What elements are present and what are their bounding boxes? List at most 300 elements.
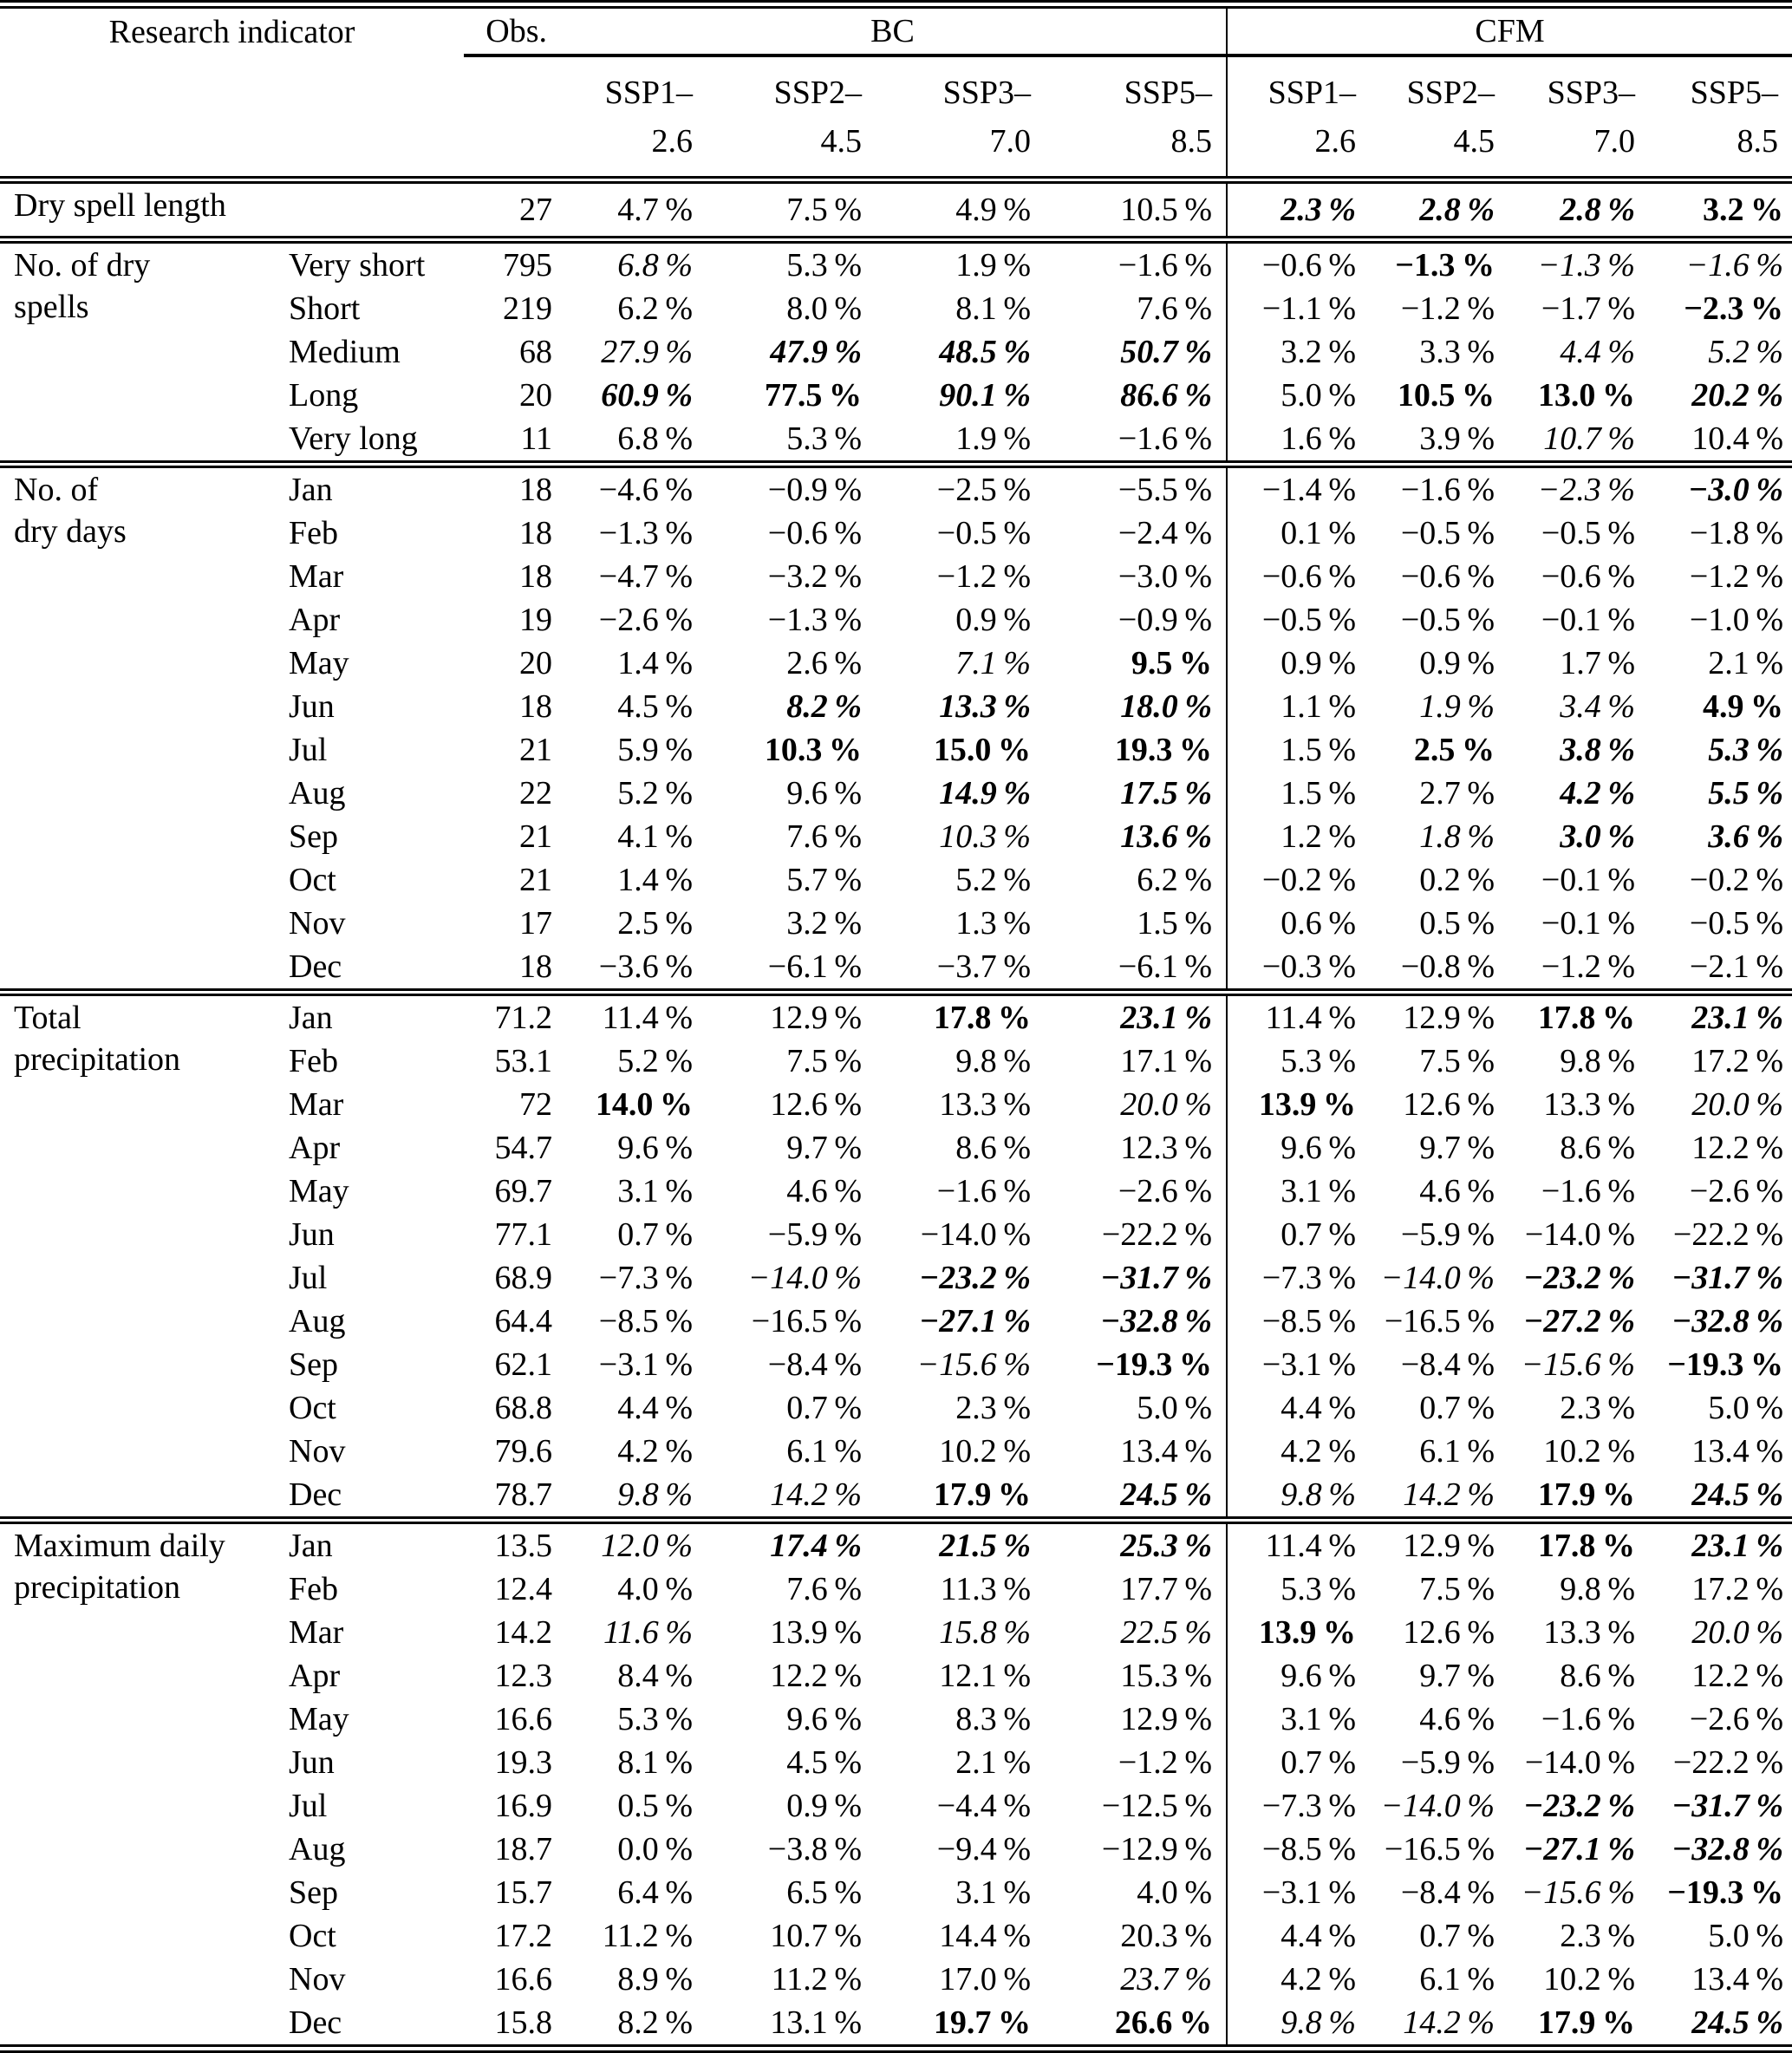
cfm-value: −3.1 %: [1227, 1871, 1370, 1914]
bc-value: 2.1 %: [955, 1744, 1031, 1781]
cfm-value: 10.2 %: [1543, 1961, 1636, 1998]
bc-value: 22.5 %: [1120, 1614, 1213, 1651]
cfm-value: 9.8 %: [1560, 1571, 1636, 1607]
bc-value: 8.4 %: [617, 1658, 693, 1694]
row-sublabel: Apr: [289, 602, 341, 638]
obs-value: 71.2: [464, 993, 559, 1040]
table-row: [0, 240, 1792, 288]
cfm-value: 3.1 %: [1227, 1698, 1370, 1741]
cfm-value: −1.7 %: [1541, 290, 1636, 327]
bc-value: 17.4 %: [707, 1521, 876, 1568]
bc-value: −1.6 %: [1118, 420, 1213, 457]
bc-value: 19.3 %: [1114, 732, 1213, 768]
cfm-value: 2.8 %: [1560, 192, 1636, 228]
cfm-value: 3.1 %: [1227, 1170, 1370, 1213]
cfm-value: −32.8 %: [1671, 1831, 1784, 1867]
cfm-value: −7.3 %: [1227, 1784, 1370, 1828]
cfm-value: 3.0 %: [1560, 818, 1636, 855]
cfm-value: 13.4 %: [1691, 1433, 1784, 1470]
bc-value: 5.3 %: [786, 420, 862, 457]
bc-value: 26.6 %: [1114, 2004, 1213, 2041]
row-sublabel: Jan: [282, 1521, 464, 1568]
bc-value: −8.4 %: [767, 1346, 862, 1383]
bc-value: 0.7 %: [617, 1216, 693, 1253]
obs-value: 18: [519, 688, 552, 725]
bc-value: 6.4 %: [617, 1874, 693, 1911]
bc-value: −7.3 %: [598, 1260, 693, 1296]
bc-value: −12.5 %: [1101, 1788, 1213, 1824]
bc-value: 4.5 %: [617, 688, 693, 725]
cfm-value: −3.1 %: [1227, 1343, 1370, 1386]
cfm-value: −1.3 %: [1509, 240, 1649, 288]
bc-value: 24.5 %: [1120, 1476, 1213, 1513]
row-sublabel: Aug: [289, 1303, 346, 1339]
bc-value: 25.3 %: [1045, 1521, 1227, 1568]
bc-value: 9.8 %: [617, 1476, 693, 1513]
bc-value: −4.4 %: [936, 1788, 1031, 1824]
cfm-value: −2.6 %: [1689, 1173, 1784, 1209]
bc-value: −0.9 %: [707, 465, 876, 512]
row-sublabel: Apr: [289, 1130, 341, 1166]
cfm-value: 1.8 %: [1419, 818, 1496, 855]
bc-value: 19.7 %: [933, 2004, 1031, 2041]
obs-value: 16.6: [494, 1701, 552, 1737]
bc-value: 13.3 %: [939, 688, 1031, 725]
cfm-value: −16.5 %: [1384, 1831, 1496, 1867]
bc-value: 9.6 %: [617, 1130, 693, 1166]
obs-value: 15.8: [494, 2004, 552, 2041]
cfm-value: 14.2 %: [1403, 2004, 1496, 2041]
bc-value: 14.0 %: [595, 1086, 693, 1123]
obs-value: 68.9: [494, 1260, 552, 1296]
cfm-value: 20.0 %: [1691, 1086, 1784, 1123]
bc-value: 13.4 %: [1120, 1433, 1213, 1470]
bc-value: 4.5 %: [786, 1744, 862, 1781]
cfm-value: −32.8 %: [1671, 1303, 1784, 1339]
cfm-value: 17.8 %: [1509, 993, 1649, 1040]
cfm-value: −0.6 %: [1227, 555, 1370, 598]
cfm-value: 9.7 %: [1419, 1130, 1496, 1166]
bc-value: 90.1 %: [939, 377, 1031, 414]
bc-value: 6.8 %: [617, 420, 693, 457]
obs-value: 18: [519, 948, 552, 985]
cfm-value: 3.9 %: [1419, 420, 1496, 457]
row-sublabel: Oct: [289, 862, 336, 898]
row-sublabel: Sep: [289, 1874, 338, 1911]
bc-value: 7.5 %: [786, 192, 862, 228]
cfm-value: −22.2 %: [1672, 1744, 1784, 1781]
obs-value: 17: [519, 905, 552, 942]
bc-value: 60.9 %: [601, 377, 693, 414]
table-row: [0, 180, 1792, 240]
bc-value: −9.4 %: [936, 1831, 1031, 1867]
obs-value: 11: [520, 420, 552, 457]
cfm-value: 4.2 %: [1560, 775, 1636, 811]
cfm-value: 2.5 %: [1413, 732, 1496, 768]
bc-value: 6.8 %: [559, 240, 707, 288]
bc-value: 7.6 %: [786, 818, 862, 855]
bc-value: 7.6 %: [786, 1571, 862, 1607]
cfm-value: −15.6 %: [1521, 1346, 1636, 1383]
cfm-value: 13.3 %: [1543, 1614, 1636, 1651]
bc-value: 7.5 %: [786, 1043, 862, 1079]
bc-value: 17.8 %: [876, 993, 1045, 1040]
bc-value: 8.1 %: [617, 1744, 693, 1781]
section-label-line: precipitation: [14, 1569, 181, 1606]
bc-value: −1.2 %: [1118, 1744, 1213, 1781]
bc-value: −2.4 %: [1118, 515, 1213, 551]
cfm-value: 5.3 %: [1708, 732, 1784, 768]
bc-value: 14.4 %: [939, 1918, 1031, 1954]
cfm-value: 13.3 %: [1543, 1086, 1636, 1123]
cfm-ssp2-header: SSP2– 4.5: [1370, 55, 1509, 180]
cfm-value: 3.3 %: [1419, 334, 1496, 370]
bc-value: 21.5 %: [876, 1521, 1045, 1568]
bc-value: −23.2 %: [919, 1260, 1031, 1296]
cfm-value: −0.1 %: [1541, 862, 1636, 898]
cfm-value: 12.9 %: [1370, 993, 1509, 1040]
cfm-value: −27.1 %: [1523, 1831, 1636, 1867]
bc-value: −14.0 %: [747, 1260, 862, 1296]
obs-value: 69.7: [494, 1173, 552, 1209]
cfm-value: 12.6 %: [1403, 1086, 1496, 1123]
cfm-value: −5.9 %: [1400, 1744, 1496, 1781]
bc-value: −2.5 %: [876, 465, 1045, 512]
row-sublabel: Oct: [289, 1918, 336, 1954]
cfm-value: 17.9 %: [1537, 1476, 1636, 1513]
bc-value: 1.3 %: [955, 905, 1031, 942]
cfm-value: −0.5 %: [1400, 515, 1496, 551]
obs-value: 54.7: [494, 1130, 552, 1166]
cfm-value: 4.4 %: [1227, 1914, 1370, 1958]
bc-value: −6.1 %: [1118, 948, 1213, 985]
bc-value: −3.2 %: [767, 558, 862, 595]
bc-value: 18.0 %: [1120, 688, 1213, 725]
bc-value: 0.9 %: [786, 1788, 862, 1824]
obs-value: 16.6: [494, 1961, 552, 1998]
cfm-value: −0.5 %: [1541, 515, 1636, 551]
cfm-value: −5.9 %: [1400, 1216, 1496, 1253]
cfm-value: 17.2 %: [1691, 1571, 1784, 1607]
cfm-value: 4.6 %: [1419, 1701, 1496, 1737]
cfm-value: 20.2 %: [1691, 377, 1784, 414]
cfm-value: 9.6 %: [1227, 1654, 1370, 1698]
bc-value: 10.3 %: [764, 732, 862, 768]
obs-value: 14.2: [494, 1614, 552, 1651]
row-sublabel: Sep: [289, 1346, 338, 1383]
bc-value: 4.2 %: [617, 1433, 693, 1470]
cfm-value: 2.3 %: [1560, 1390, 1636, 1426]
bc-value: 17.1 %: [1120, 1043, 1213, 1079]
cfm-value: −2.1 %: [1689, 948, 1784, 985]
obs-value: 68.8: [494, 1390, 552, 1426]
obs-value: 18: [519, 558, 552, 595]
cfm-value: 10.2 %: [1543, 1433, 1636, 1470]
cfm-value: −1.0 %: [1689, 602, 1784, 638]
cfm-value: 11.4 %: [1227, 1521, 1370, 1568]
cfm-value: 1.2 %: [1227, 815, 1370, 858]
bc-value: 3.2 %: [786, 905, 862, 942]
bc-value: 6.2 %: [617, 290, 693, 327]
section-label-line: dry days: [14, 513, 127, 550]
bc-value: 9.7 %: [786, 1130, 862, 1166]
cfm-value: 2.3 %: [1560, 1918, 1636, 1954]
bc-value: 11.2 %: [771, 1961, 862, 1998]
bc-value: 11.2 %: [602, 1918, 693, 1954]
cfm-value: 17.8 %: [1509, 1521, 1649, 1568]
obs-value: 17.2: [494, 1918, 552, 1954]
bc-value: 8.1 %: [955, 290, 1031, 327]
obs-value: 64.4: [494, 1303, 552, 1339]
cfm-value: 4.4 %: [1560, 334, 1636, 370]
bc-value: 15.3 %: [1120, 1658, 1213, 1694]
bc-value: 5.2 %: [617, 775, 693, 811]
cfm-value: 23.1 %: [1649, 993, 1792, 1040]
section-label-line: Dry spell length: [14, 187, 226, 224]
cfm-value: 6.1 %: [1419, 1433, 1496, 1470]
cfm-value: 12.2 %: [1691, 1130, 1784, 1166]
bc-value: −32.8 %: [1100, 1303, 1213, 1339]
bc-value: −4.6 %: [559, 465, 707, 512]
row-sublabel: Nov: [289, 1433, 346, 1470]
bc-value: 8.3 %: [955, 1701, 1031, 1737]
cfm-value: 17.2 %: [1691, 1043, 1784, 1079]
bc-value: 20.3 %: [1120, 1918, 1213, 1954]
cfm-value: −0.1 %: [1541, 905, 1636, 942]
bc-value: 15.8 %: [939, 1614, 1031, 1651]
bc-ssp5-header: SSP5– 8.5: [1045, 55, 1227, 180]
bc-value: 12.6 %: [770, 1086, 862, 1123]
cfm-value: −1.6 %: [1541, 1173, 1636, 1209]
bc-value: −14.0 %: [920, 1216, 1031, 1253]
bc-value: 47.9 %: [770, 334, 862, 370]
bc-value: 17.9 %: [933, 1476, 1031, 1513]
bc-value: 15.0 %: [933, 732, 1031, 768]
obs-value: 27: [519, 192, 552, 228]
cfm-value: 2.1 %: [1708, 645, 1784, 681]
row-sublabel: Very long: [289, 420, 418, 457]
bc-value: −1.6 %: [936, 1173, 1031, 1209]
row-sublabel: Jan: [282, 465, 464, 512]
row-sublabel: Feb: [289, 1571, 338, 1607]
bc-value: 12.0 %: [559, 1521, 707, 1568]
cfm-value: 13.4 %: [1691, 1961, 1784, 1998]
row-sublabel: Mar: [289, 1086, 344, 1123]
bc-value: −16.5 %: [751, 1303, 862, 1339]
cfm-value: −14.0 %: [1380, 1788, 1496, 1824]
bc-value: 13.9 %: [770, 1614, 862, 1651]
bc-value: −19.3 %: [1096, 1346, 1213, 1383]
bc-value: 6.5 %: [786, 1874, 862, 1911]
section-label: [0, 465, 282, 993]
bc-value: 13.1 %: [770, 2004, 862, 2041]
bc-value: 1.4 %: [617, 862, 693, 898]
cfm-value: 8.6 %: [1560, 1130, 1636, 1166]
bc-value: 1.9 %: [955, 420, 1031, 457]
cfm-value: −3.0 %: [1649, 465, 1792, 512]
cfm-value: −23.2 %: [1523, 1788, 1636, 1824]
cfm-value: −8.4 %: [1400, 1874, 1496, 1911]
cfm-value: −0.2 %: [1689, 862, 1784, 898]
row-sublabel: Jun: [289, 1216, 335, 1253]
cfm-value: 3.6 %: [1708, 818, 1784, 855]
bc-ssp1-header: SSP1– 2.6: [559, 55, 707, 180]
cfm-value: 5.3 %: [1227, 1040, 1370, 1083]
bc-value: 23.1 %: [1045, 993, 1227, 1040]
row-sublabel: Sep: [289, 818, 338, 855]
obs-value: 18: [519, 515, 552, 551]
obs-value: 15.7: [494, 1874, 552, 1911]
cfm-value: 1.5 %: [1227, 728, 1370, 772]
row-sublabel: Long: [289, 377, 359, 414]
bc-ssp3-header: SSP3– 7.0: [876, 55, 1045, 180]
bc-value: 10.7 %: [770, 1918, 862, 1954]
bc-value: 5.2 %: [955, 862, 1031, 898]
row-sublabel: Short: [289, 290, 361, 327]
obs-value: 21: [519, 862, 552, 898]
section-label: [0, 240, 282, 465]
bc-value: −1.6 %: [1045, 240, 1227, 288]
cfm-value: 1.9 %: [1419, 688, 1496, 725]
obs-column-header: Obs.: [464, 4, 559, 55]
obs-value: 21: [519, 818, 552, 855]
cfm-value: −14.0 %: [1524, 1216, 1636, 1253]
table-row: [0, 993, 1792, 1040]
bc-value: 11.4 %: [559, 993, 707, 1040]
bc-value: −22.2 %: [1101, 1216, 1213, 1253]
table-body: [0, 180, 1792, 2050]
cfm-value: −19.3 %: [1667, 1874, 1784, 1911]
bc-value: 12.1 %: [939, 1658, 1031, 1694]
bc-value: 8.2 %: [617, 2004, 693, 2041]
bc-value: −31.7 %: [1100, 1260, 1213, 1296]
bc-value: 10.2 %: [939, 1433, 1031, 1470]
cfm-value: −0.1 %: [1541, 602, 1636, 638]
cfm-value: 2.7 %: [1419, 775, 1496, 811]
row-sublabel: Dec: [289, 948, 342, 985]
bc-value: 8.0 %: [786, 290, 862, 327]
cfm-value: 8.6 %: [1560, 1658, 1636, 1694]
row-sublabel: Dec: [289, 1476, 342, 1513]
cfm-value: 0.2 %: [1419, 862, 1496, 898]
bc-value: −3.1 %: [598, 1346, 693, 1383]
cfm-value: −0.5 %: [1227, 598, 1370, 642]
bc-value: 3.1 %: [617, 1173, 693, 1209]
cfm-value: −31.7 %: [1671, 1260, 1784, 1296]
row-sublabel: Jul: [289, 732, 328, 768]
bc-value: 9.6 %: [786, 1701, 862, 1737]
bc-value: 4.7 %: [617, 192, 693, 228]
cfm-value: 4.9 %: [1702, 688, 1784, 725]
bc-value: 5.7 %: [786, 862, 862, 898]
cfm-value: −2.3 %: [1684, 290, 1784, 327]
cfm-value: 0.1 %: [1227, 512, 1370, 555]
cfm-value: −14.0 %: [1524, 1744, 1636, 1781]
bc-value: −4.7 %: [598, 558, 693, 595]
cfm-value: 9.8 %: [1227, 2001, 1370, 2049]
bc-value: 8.6 %: [955, 1130, 1031, 1166]
cfm-value: 4.2 %: [1227, 1430, 1370, 1473]
row-sublabel: Nov: [289, 1961, 346, 1998]
bc-value: 0.0 %: [617, 1831, 693, 1867]
row-sublabel: Feb: [289, 515, 338, 551]
bc-value: 12.9 %: [1120, 1701, 1213, 1737]
bc-value: −15.6 %: [916, 1346, 1031, 1383]
cfm-value: 9.8 %: [1560, 1043, 1636, 1079]
obs-value: 795: [464, 240, 559, 288]
row-sublabel: May: [289, 1173, 349, 1209]
bc-value: 5.2 %: [617, 1043, 693, 1079]
bc-value: −1.3 %: [598, 515, 693, 551]
cfm-value: −15.6 %: [1521, 1874, 1636, 1911]
bc-value: 23.7 %: [1120, 1961, 1213, 1998]
row-sublabel: [282, 180, 464, 240]
bc-value: −2.6 %: [1118, 1173, 1213, 1209]
bc-value: −1.2 %: [936, 558, 1031, 595]
obs-value: 62.1: [494, 1346, 552, 1383]
bc-value: 9.6 %: [786, 775, 862, 811]
cfm-value: −8.5 %: [1227, 1300, 1370, 1343]
obs-value: 68: [519, 334, 552, 370]
cfm-ssp5-header: SSP5– 8.5: [1649, 55, 1792, 180]
bc-value: 4.1 %: [617, 818, 693, 855]
row-sublabel: Apr: [289, 1658, 341, 1694]
bc-value: 9.5 %: [1131, 645, 1213, 681]
cfm-value: 0.9 %: [1227, 642, 1370, 685]
obs-value: 12.4: [494, 1571, 552, 1607]
cfm-value: −0.5 %: [1689, 905, 1784, 942]
section-label-line: No. of dry: [14, 247, 151, 284]
cfm-value: −1.6 %: [1370, 465, 1509, 512]
cfm-value: −2.6 %: [1689, 1701, 1784, 1737]
cfm-value: −1.6 %: [1649, 240, 1792, 288]
cfm-value: 5.5 %: [1708, 775, 1784, 811]
cfm-value: 0.7 %: [1227, 1741, 1370, 1784]
bc-value: 4.4 %: [617, 1390, 693, 1426]
obs-value: 22: [519, 775, 552, 811]
cfm-value: 24.5 %: [1691, 1476, 1784, 1513]
section-label-line: spells: [14, 289, 89, 325]
cfm-value: −0.6 %: [1541, 558, 1636, 595]
scenario-header-row: [0, 55, 1792, 180]
obs-value: 53.1: [494, 1043, 552, 1079]
cfm-value: 3.8 %: [1560, 732, 1636, 768]
cfm-value: −0.2 %: [1227, 858, 1370, 902]
cfm-value: 10.5 %: [1397, 377, 1496, 414]
cfm-value: 5.0 %: [1227, 374, 1370, 417]
bc-value: 6.1 %: [786, 1433, 862, 1470]
cfm-value: −16.5 %: [1384, 1303, 1496, 1339]
bc-value: 8.9 %: [617, 1961, 693, 1998]
obs-value: 18.7: [494, 1831, 552, 1867]
cfm-value: −2.3 %: [1509, 465, 1649, 512]
row-sublabel: Oct: [289, 1390, 336, 1426]
cfm-value: −1.2 %: [1689, 558, 1784, 595]
bc-value: 14.9 %: [939, 775, 1031, 811]
bc-value: 27.9 %: [601, 334, 693, 370]
section-label: [0, 1521, 282, 2050]
obs-value: 72: [519, 1086, 552, 1123]
bc-value: 8.2 %: [786, 688, 862, 725]
bc-value: 4.6 %: [786, 1173, 862, 1209]
cfm-value: −0.6 %: [1400, 558, 1496, 595]
bc-value: −6.1 %: [767, 948, 862, 985]
cfm-value: 0.7 %: [1227, 1213, 1370, 1256]
bc-group-header: BC: [559, 4, 1227, 55]
empty-header-cell: [464, 55, 559, 180]
cfm-value: −1.2 %: [1400, 290, 1496, 327]
bc-value: 2.5 %: [617, 905, 693, 942]
